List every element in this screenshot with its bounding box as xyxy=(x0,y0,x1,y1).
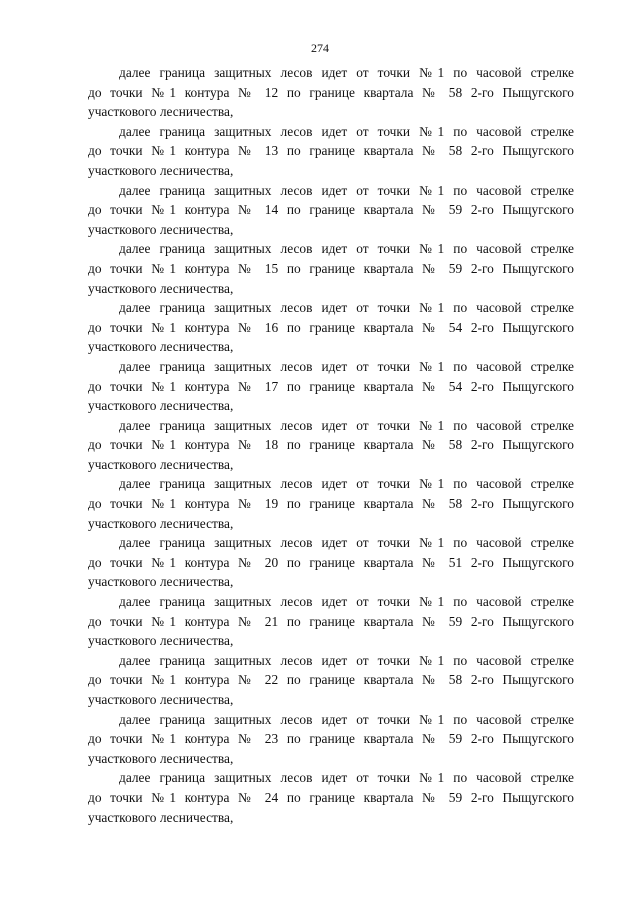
paragraph-line: далее граница защитных лесов идет от точки №1 по часовой стрелке xyxy=(119,417,574,433)
paragraph xyxy=(88,181,574,240)
paragraph-line: участкового лесничества, xyxy=(88,221,234,237)
paragraph-line: далее граница защитных лесов идет от точки №1 по часовой стрелке xyxy=(119,594,574,610)
paragraph xyxy=(88,592,574,651)
paragraph-line: участкового лесничества, xyxy=(88,692,234,707)
paragraph-line: участкового лесничества, xyxy=(88,162,234,178)
paragraph-line: далее граница защитных лесов идет от точки №1 по часовой стрелке xyxy=(119,476,574,492)
paragraph xyxy=(88,768,574,827)
paragraph-line: далее граница защитных лесов идет от точки №1 по часовой стрелке xyxy=(119,300,574,316)
paragraph xyxy=(88,63,574,122)
paragraph-line: до точки №1 контура № 14 по границе квартала № 59 2-го Пыщугского xyxy=(88,202,574,218)
paragraph-line: до точки №1 контура № 17 по границе квартала № 54 2-го Пыщугского xyxy=(88,378,574,394)
paragraph-line: до точки №1 контура № 12 по границе квартала № 58 2-го Пыщугского xyxy=(88,84,574,100)
paragraph-line: далее граница защитных лесов идет от точки №1 по часовой стрелке xyxy=(119,182,574,198)
paragraph-line: до точки №1 контура № 19 по границе квартала № 58 2-го Пыщугского xyxy=(88,496,574,512)
paragraph-line: участкового лесничества, xyxy=(88,280,234,296)
paragraph-line: до точки №1 контура № 15 по границе квартала № 59 2-го Пыщугского xyxy=(88,260,574,276)
paragraph-line: участкового лесничества, xyxy=(88,104,234,120)
paragraph-line: до точки №1 контура № 13 по границе квартала № 58 2-го Пыщугского xyxy=(88,143,574,159)
paragraph-line: далее граница защитных лесов идет от точки №1 по часовой стрелке xyxy=(119,652,574,668)
paragraph-line: до точки №1 контура № 18 по границе квартала № 58 2-го Пыщугского xyxy=(88,437,574,453)
paragraph xyxy=(88,122,574,181)
paragraph-line: до точки №1 контура № 23 по границе квартала № 59 2-го Пыщугского xyxy=(88,731,574,747)
paragraph xyxy=(88,533,574,592)
paragraph-line: далее граница защитных лесов идет от точки №1 по часовой стрелке xyxy=(119,535,574,551)
paragraph-line: участкового лесничества, xyxy=(88,456,234,472)
paragraph xyxy=(88,298,574,357)
paragraph-line: до точки №1 контура № 21 по границе квартала № 59 2-го Пыщугского xyxy=(88,613,574,629)
paragraph-line: участкового лесничества, xyxy=(88,809,234,825)
paragraph-line: участкового лесничества, xyxy=(88,515,234,531)
paragraph-line: участкового лесничества, xyxy=(88,750,234,766)
paragraph-line: далее граница защитных лесов идет от точки №1 по часовой стрелке xyxy=(119,241,574,257)
paragraph-line: до точки №1 контура № 20 по границе квартала № 51 2-го Пыщугского xyxy=(88,554,574,570)
paragraph-line: участкового лесничества, xyxy=(88,339,234,355)
paragraph-line: далее граница защитных лесов идет от точки №1 по часовой стрелке xyxy=(119,65,574,80)
paragraph-line: далее граница защитных лесов идет от точки №1 по часовой стрелке xyxy=(119,711,574,727)
paragraph-line: далее граница защитных лесов идет от точки №1 по часовой стрелке xyxy=(119,770,574,786)
paragraph xyxy=(88,416,574,475)
paragraph-line: участкового лесничества, xyxy=(88,398,234,414)
paragraph xyxy=(88,474,574,533)
paragraph-line: участкового лесничества, xyxy=(88,574,234,590)
paragraph-line: до точки №1 контура № 16 по границе квартала № 54 2-го Пыщугского xyxy=(88,319,574,335)
paragraph-line: участкового лесничества, xyxy=(88,633,234,649)
paragraph xyxy=(88,651,574,710)
paragraph xyxy=(88,239,574,298)
paragraph-line: далее граница защитных лесов идет от точки №1 по часовой стрелке xyxy=(119,358,574,374)
paragraph xyxy=(88,357,574,416)
paragraph-line: до точки №1 контура № 24 по границе квартала № 59 2-го Пыщугского xyxy=(88,789,574,805)
paragraph-line: до точки №1 контура № 22 по границе квартала № 58 2-го Пыщугского xyxy=(88,672,574,688)
paragraph-line: далее граница защитных лесов идет от точки №1 по часовой стрелке xyxy=(119,123,574,139)
paragraph xyxy=(88,710,574,769)
page-number: 274 xyxy=(311,41,329,55)
document-body xyxy=(88,63,574,827)
